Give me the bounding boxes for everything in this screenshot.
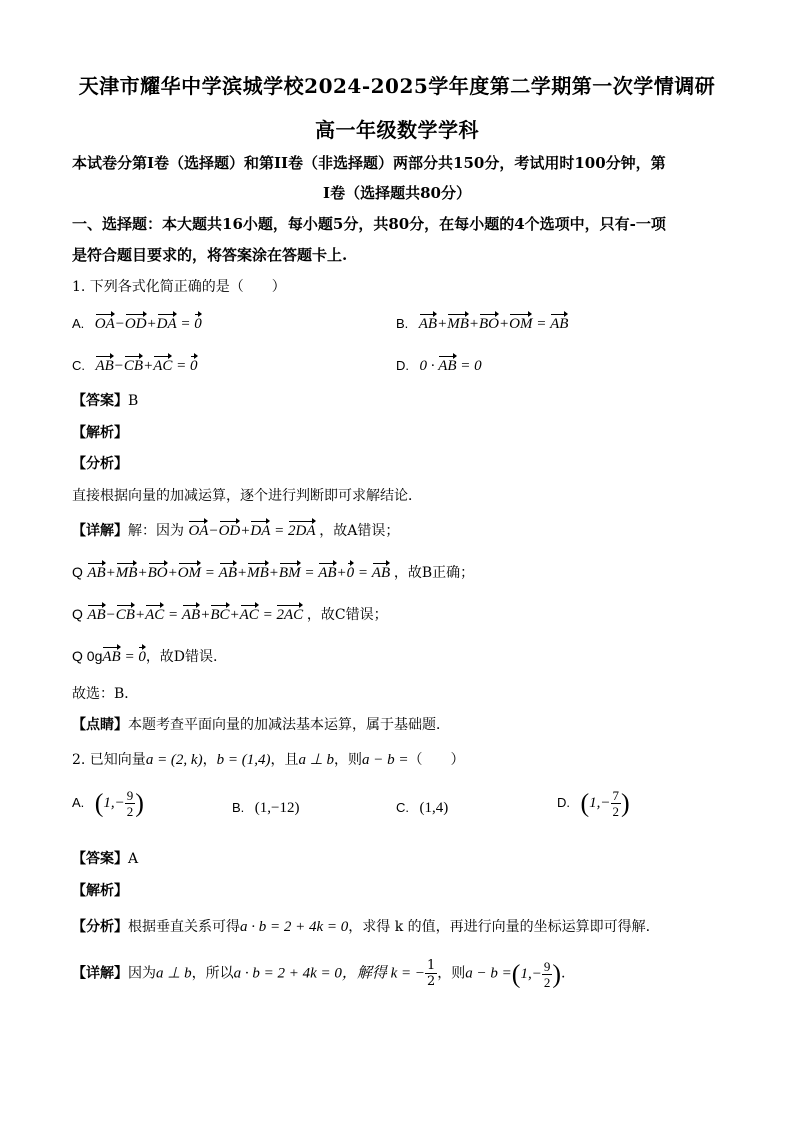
- detail-text: 因为: [128, 965, 156, 982]
- option-label: C.: [72, 358, 85, 373]
- vector-term: OA: [95, 312, 115, 333]
- vector-term: AB: [318, 561, 336, 582]
- vector-term: OM: [509, 312, 532, 333]
- q1-detail-c: Q AB−CB+AC = AB+BC+AC = 2AC ，故C错误；: [72, 603, 388, 624]
- q1-fenxi-tag: 【分析】: [72, 456, 128, 472]
- vector-term: AC: [153, 354, 172, 375]
- exam-title: 天津市耀华中学滨城学校2024-2025学年度第二学期第一次学情调研: [78, 74, 716, 98]
- q1-detail-d: Q 0gAB = 0，故D错误.: [72, 645, 218, 666]
- stem-text: 2. 已知向量: [72, 752, 146, 768]
- stem-text: ，则: [334, 752, 363, 768]
- vector-term: BO: [479, 312, 499, 333]
- analysis-text: 根据垂直关系可得: [128, 919, 240, 935]
- answer-tag: 【答案】: [72, 393, 128, 409]
- exam-subtitle: 高一年级数学学科: [315, 118, 479, 142]
- denominator: 2: [612, 804, 619, 819]
- q2-option-b[interactable]: [232, 800, 299, 817]
- vector-term: DA: [250, 519, 270, 540]
- q2-option-d[interactable]: D. (1,− $\frac{7}{2}$ ): [557, 788, 630, 819]
- coord-first: 1,−: [520, 965, 542, 982]
- operator: +: [146, 316, 157, 332]
- therefore-symbol: Q: [72, 564, 83, 580]
- q1-option-c[interactable]: [72, 354, 198, 375]
- numerator: 9: [543, 958, 551, 974]
- answer-value: B: [128, 393, 139, 409]
- fraction: [125, 788, 136, 819]
- vector-term: AB: [182, 603, 200, 624]
- detail-text: .: [561, 965, 566, 982]
- vector-term: OM: [178, 561, 201, 582]
- q2-jiexi-tag: 【解析】: [72, 883, 128, 899]
- vector-term: AB: [219, 561, 237, 582]
- vector-term: AB: [87, 603, 105, 624]
- option-value: (1,4): [419, 800, 449, 816]
- scalar-term: 0 ·: [419, 358, 439, 374]
- vector-diff: a − b =: [362, 752, 409, 768]
- dot-product-expr: a · b = 2 + 4k = 0: [233, 965, 342, 982]
- q2-stem: 2. 已知向量a = (2, k)，b = (1,4)，且a ⊥ b，则a − b =（ ）: [72, 752, 465, 768]
- comment-tag: 【点睛】: [72, 717, 128, 733]
- vector-term: AC: [240, 603, 259, 624]
- q1-option-b[interactable]: [396, 312, 568, 333]
- q1-jiexi-tag: 【解析】: [72, 425, 128, 441]
- fraction: [425, 958, 437, 989]
- fraction: [542, 959, 553, 990]
- numerator: 7: [612, 788, 619, 803]
- numerator: 1: [427, 958, 436, 973]
- detail-tag: 【详解】: [72, 523, 128, 539]
- option-label: C.: [396, 800, 409, 815]
- detail-text: ，则: [437, 965, 466, 982]
- analysis-text: ，求得 k 的值，再进行向量的坐标运算即可得解.: [348, 919, 651, 935]
- denominator: 2: [427, 974, 436, 989]
- vector-term: AB: [438, 354, 456, 375]
- vector-term: 0: [190, 354, 198, 375]
- vector-term: AB: [95, 354, 113, 375]
- vector-term: CB: [124, 354, 143, 375]
- vector-term: 0: [138, 645, 146, 666]
- operator: +: [468, 316, 479, 332]
- operator: +: [499, 316, 510, 332]
- vector-term: 0: [194, 312, 202, 333]
- operator: =: [176, 358, 187, 374]
- vector-term: AC: [145, 603, 164, 624]
- comment-text: 本题考查平面向量的加减法基本运算，属于基础题．: [128, 717, 450, 733]
- coord-first: 1,−: [103, 794, 125, 811]
- vector-term: MB: [447, 312, 469, 333]
- answer-value: A: [128, 851, 139, 867]
- vector-term: 2AC: [276, 603, 303, 624]
- vector-term: 2DA: [288, 519, 316, 540]
- detail-text: ，所以: [191, 965, 234, 982]
- vector-term: OD: [125, 312, 147, 333]
- option-label: A.: [72, 316, 85, 331]
- q2-answer: [72, 848, 138, 868]
- vector-term: 0: [347, 561, 355, 582]
- vector-term: DA: [157, 312, 177, 333]
- stem-text: （ ）: [408, 752, 465, 768]
- therefore-symbol: Q 0g: [72, 648, 103, 664]
- instructions-line-1: 本试卷分第I卷（选择题）和第II卷（非选择题）两部分共150分，考试用时100分钟，第: [72, 154, 666, 172]
- q2-analysis: [72, 916, 650, 936]
- detail-result: ，故D错误.: [145, 649, 218, 665]
- q1-detail-b: Q AB+MB+BO+OM = AB+MB+BM = AB+0 = AB ，故B正确；: [72, 561, 474, 582]
- vector-b-def: b = (1,4): [216, 752, 271, 768]
- section-heading-line-2: 是符合题目要求的，将答案涂在答题卡上.: [72, 246, 348, 264]
- operator: = 0: [460, 358, 482, 374]
- option-label: A.: [72, 794, 85, 810]
- section-heading-line-1: 一、选择题：本大题共16小题，每小题5分，共80分，在每小题的4个选项中，只有-一项: [72, 215, 666, 233]
- coord-first: 1,−: [589, 794, 611, 811]
- instructions-line-2: I卷（选择题共80分）: [323, 184, 471, 202]
- vector-diff: a − b =: [465, 965, 512, 982]
- operator: −: [114, 316, 125, 332]
- q1-option-a[interactable]: [72, 312, 202, 333]
- vector-term: AB: [419, 312, 437, 333]
- vector-term: AB: [372, 561, 390, 582]
- option-label: D.: [557, 794, 570, 810]
- q1-comment: [72, 714, 450, 734]
- q1-choose: 故选：B．: [72, 686, 139, 702]
- operator: =: [536, 316, 547, 332]
- vector-term: AB: [87, 561, 105, 582]
- detail-text: 解：因为: [128, 523, 184, 539]
- q1-stem: 1. 下列各式化简正确的是（ ）: [72, 279, 286, 295]
- operator: −: [113, 358, 124, 374]
- option-label: B.: [232, 800, 245, 815]
- vector-term: BO: [148, 561, 168, 582]
- detail-result: ，故A错误；: [319, 523, 400, 539]
- fraction: [611, 788, 622, 819]
- option-value: (1,−12): [254, 800, 300, 816]
- numerator: 9: [126, 788, 134, 803]
- vector-term: AB: [102, 645, 120, 666]
- vector-term: MB: [247, 561, 269, 582]
- q2-option-c[interactable]: [396, 800, 448, 817]
- vector-term: BM: [279, 561, 301, 582]
- fenxi-tag: 【分析】: [72, 919, 128, 935]
- perp-condition: a ⊥ b: [298, 752, 335, 768]
- dot-product-expr: a · b = 2 + 4k = 0: [240, 919, 349, 935]
- answer-tag: 【答案】: [72, 851, 128, 867]
- vector-term: MB: [116, 561, 138, 582]
- denominator: 2: [543, 974, 551, 990]
- q1-analysis: 直接根据向量的加减运算，逐个进行判断即可求解结论．: [72, 488, 422, 504]
- option-label: B.: [396, 316, 409, 331]
- vector-term: BC: [210, 603, 229, 624]
- q1-detail-a: 【详解】解：因为 OA−OD+DA = 2DA ，故A错误；: [72, 519, 399, 540]
- operator: =: [180, 316, 191, 332]
- detail-result: ，故B正确；: [393, 565, 475, 581]
- solve-k: ，解得 k = −: [341, 965, 426, 982]
- vector-term: AB: [550, 312, 568, 333]
- q2-option-a[interactable]: A. (1,− $\frac{9}{2}$ ): [72, 788, 144, 819]
- vector-term: CB: [116, 603, 135, 624]
- operator: +: [437, 316, 448, 332]
- q2-detail: 【详解】因为a ⊥ b，所以a · b = 2 + 4k = 0，解得 k = − $\frac{1}{2}$ ，则a − b =(1,− $\frac{9}{2}$ ).: [72, 958, 566, 990]
- q1-answer: [72, 390, 138, 410]
- therefore-symbol: Q: [72, 606, 83, 622]
- vector-a-def: a = (2, k): [145, 752, 203, 768]
- q1-option-d[interactable]: [396, 354, 482, 375]
- perp-condition: a ⊥ b: [156, 965, 192, 982]
- vector-term: OA: [188, 519, 208, 540]
- operator: +: [143, 358, 154, 374]
- detail-tag: 【详解】: [72, 965, 128, 982]
- option-label: D.: [396, 358, 409, 373]
- detail-result: ，故C错误；: [306, 607, 388, 623]
- vector-term: OD: [219, 519, 241, 540]
- denominator: 2: [126, 804, 134, 819]
- stem-text: ，且: [270, 752, 299, 768]
